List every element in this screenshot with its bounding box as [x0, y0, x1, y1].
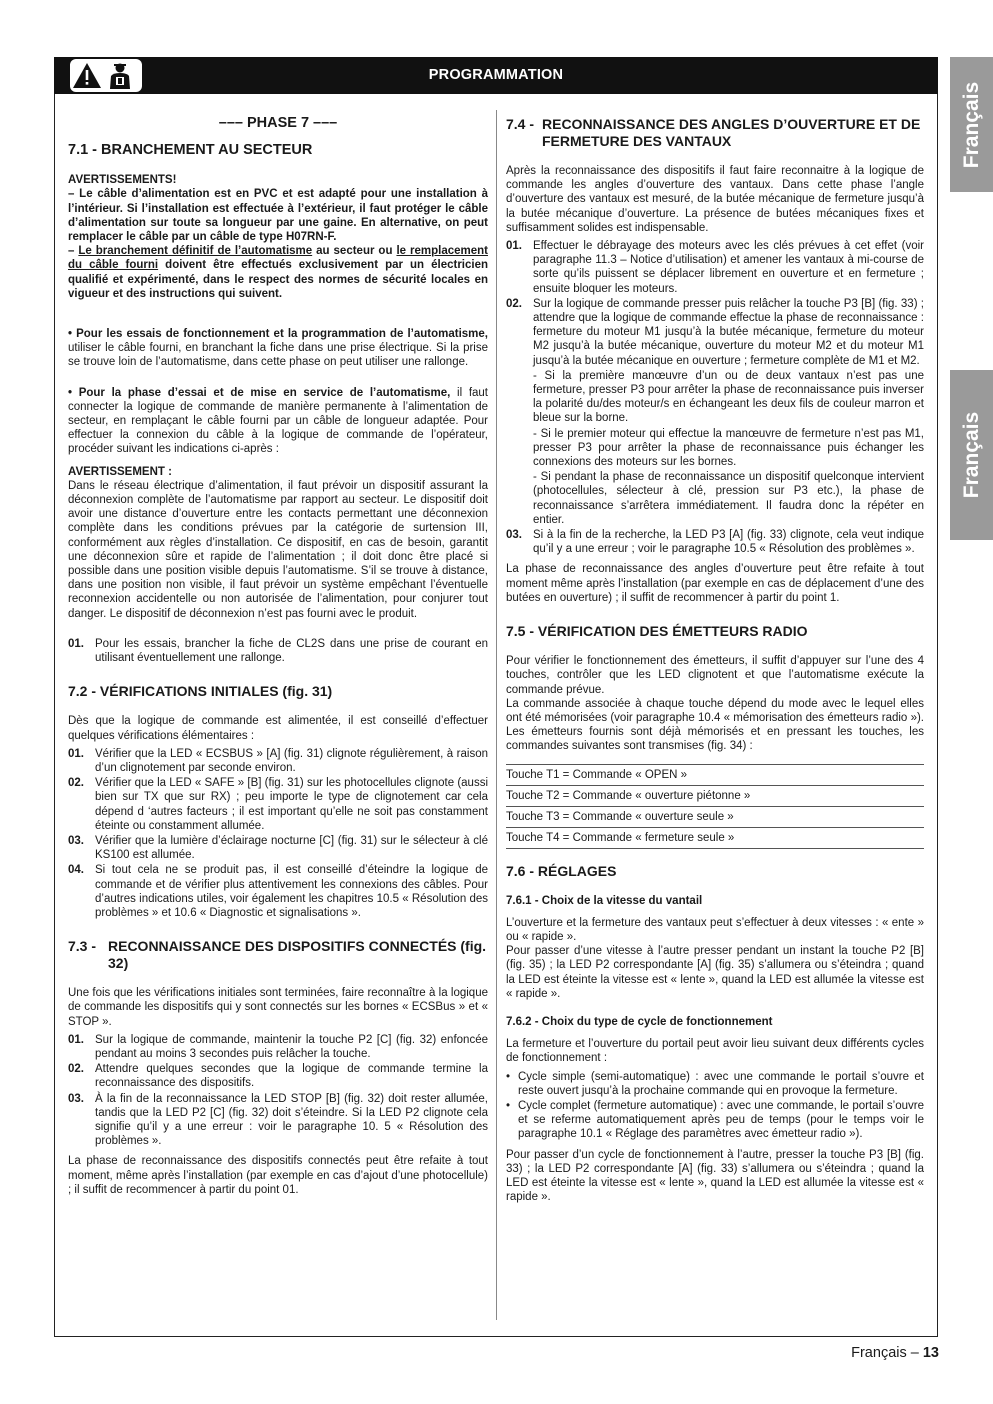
page-title: PROGRAMMATION: [428, 67, 564, 83]
table-row: Touche T1 = Commande « OPEN »: [506, 765, 924, 786]
section-7-3-heading: 7.3 - RECONNAISSANCE DES DISPOSITIFS CONNECTÉS (fig. 32): [68, 938, 487, 972]
step-7-1-01: 01. Pour les essais, brancher la fiche de CL2S dans une prise de courant en utilisant éventuellement une rallonge.: [68, 637, 488, 665]
step-7-3-01: 01. Sur la logique de commande, maintenir la touche P2 [C] (fig. 32) enfoncée pendant au moins 3 secondes puis relâcher la touche.: [68, 1033, 488, 1060]
warnings-title: AVERTISSEMENTS!: [68, 174, 177, 187]
header-bar: [54, 57, 938, 94]
left-column: [68, 112, 488, 1204]
step-7-4-03: 03. Si à la fin de la recherche, la LED P3 [A] (fig. 33) clignote, cela veut indique qu’il y a une erreur ; voir le paragraphe 10.5 « Résolution des problèmes ».: [506, 529, 924, 556]
section-7-6-1-intro: L’ouverture et la fermeture des vantaux peut s’effectuer à deux vitesses : « ente » ou « rapide ».: [506, 916, 924, 943]
step-7-4-01: 01. Effectuer le débrayage des moteurs avec les clés prévues à cet effet (voir paragraphe 11.3 – Notice d’utilisation) et amener les vantaux à mi-course de sorte qu’ils puissent se déplacer librement en ouverture et en fermeture ; ensuite bloquer les moteurs.: [506, 240, 924, 295]
step-7-2-03: 03. Vérifier que la lumière d’éclairage nocturne [C] (fig. 31) sur le sélecteur à clé KS100 est allumée.: [68, 834, 488, 862]
section-7-1-heading: 7.1 - BRANCHEMENT AU SECTEUR: [68, 142, 313, 159]
section-7-5-intro: Pour vérifier le fonctionnement des émetteurs, il suffit d’appuyer sur l’une des 4 touches, contrôler que les LED clignotent et que l’automatisme exécute la commande prévue.: [506, 655, 924, 696]
section-7-2-heading: 7.2 - VÉRIFICATIONS INITIALES (fig. 31): [68, 683, 333, 700]
language-tab-active: [950, 370, 993, 540]
phase-heading: ––– PHASE 7 –––: [218, 115, 338, 131]
page-footer: Français – 13: [851, 1345, 939, 1361]
step-7-4-02-note-1: - Si la première manœuvre d’un ou de deux vantaux n’est pas une fermeture, presser P3 pour arrêter la phase de reconnaissance puis inverser la polarité du/des moteur/s en échangeant les deux fils de couleur marron et bleue sur la borne.: [533, 369, 924, 425]
table-row: Touche T4 = Commande « fermeture seule »: [506, 828, 924, 849]
step-7-4-02-note-2: - Si le premier moteur qui effectue la manœuvre de fermeture n’est pas M1, presser P3 pour arrêter la phase de reconnaissance puis échanger les connexions des moteurs sur les bornes.: [533, 427, 924, 469]
step-7-2-02: 02. Vérifier que la LED « SAFE » [B] (fig. 31) sur les photocellules clignote (aussi bien sur TX que sur RX) ; peu importe le type de clignotement car cela dépend d ‘autres facteurs ; il est important qu’elle ne soit pas constamment éteinte ou constamment allumée.: [68, 777, 488, 832]
section-7-4-heading: 7.4 - RECONNAISSANCE DES ANGLES D’OUVERTURE ET DE FERMETURE DES VANTAUX: [506, 116, 921, 149]
table-row: Touche T3 = Commande « ouverture seule »: [506, 807, 924, 828]
warning2-title: AVERTISSEMENT :: [68, 465, 172, 478]
section-7-6-2-heading: 7.6.2 - Choix du type de cycle de fonctionnement: [506, 1015, 773, 1028]
warnings-connection: – Le branchement définitif de l’automatisme au secteur ou le remplacement du câble fourni doivent être effectués exclusivement par un électricien qualifié et expérimenté, dans le respect des normes de sécurité locales en vigueur et des instructions qui suivent.: [68, 245, 489, 300]
table-row: Touche T2 = Commande « ouverture piétonne »: [506, 786, 924, 807]
list-item: • Cycle simple (semi-automatique) : avec une commande le portail s’ouvre et reste ouvert jusqu’à la prochaine commande qui en provoque la fermeture.: [506, 1070, 924, 1097]
essais-paragraph: • Pour les essais de fonctionnement et la programmation de l’automatisme, utiliser le câble fourni, en branchant la fiche dans une prise électrique. Si la prise se trouve loin de l’automatisme, dans cette phase on peut utiliser une rallonge.: [68, 328, 488, 369]
section-7-5-heading: 7.5 - VÉRIFICATION DES ÉMETTEURS RADIO: [506, 623, 808, 640]
step-7-3-02: 02. Attendre quelques secondes que la logique de commande termine la reconnaissance des dispositifs.: [68, 1063, 488, 1090]
section-7-5-commands: La commande associée à chaque touche dépend du mode avec le lequel elles ont été mémorisées (voir paragraphe 10.4 « mémorisation des émetteurs radio »). Les émetteurs fournis sont déjà mémorisés et en pressant les touches, les commandes suivantes sont transmises (fig. 34) :: [506, 697, 924, 753]
step-7-4-02: 02. Sur la logique de commande presser puis relâcher la touche P3 [B] (fig. 33) ; attendre que la logique de commande effectue la phase de reconnaissance : fermeture du moteur M1 jusqu’à la butée mécanique, fermeture du moteur M2 jusqu’à la butée mécanique, ouverture du moteur M2 et du moteur M1 jusqu’à la butée mécanique en ouverture ; fermeture complète de M1 et M2.: [506, 297, 924, 367]
section-7-6-1-text: Pour passer d’une vitesse à l’autre presser pendant un instant la touche P2 [B] (fig. 35) ; la LED P2 correspondante [A] (fig. 35) s’allumera ou s’éteindra ; quand la LED est éteinte la vitesse est « lente », quand la LED est allumée la vitesse est « rapide ».: [506, 945, 924, 1000]
transmitter-commands-table: [506, 764, 924, 849]
list-item: • Cycle complet (fermeture automatique) : avec une commande, le portail s’ouvre et se referme automatiquement après peu de temps (pour le temps voir le paragraphe 10.1 « Réglage des paramètres avec émetteur radio »).: [506, 1099, 924, 1141]
language-tab-label: Français: [959, 81, 983, 168]
section-7-3-intro: Une fois que les vérifications initiales sont terminées, faire reconnaître à la logique de commande les dispositifs qui y sont connectés sur les bornes « ECSBus » et « STOP ».: [68, 987, 488, 1028]
section-7-4-note: La phase de reconnaissance des angles d’ouverture peut être refaite à tout moment même après l’installation (par exemple en cas de déplacement d’une des butées en ouverture) ; il suffit de recommencer à partir du point 1.: [506, 563, 924, 604]
step-7-4-02-note-3: - Si pendant la phase de reconnaissance un dispositif quelconque intervient (photocellules, sélecteur à clé, pression sur P3 etc.), la phase de reconnaissance s’arrêtera immédiatement. Il faudra donc la répéter en entier.: [533, 471, 924, 526]
right-column: [506, 112, 924, 1211]
column-divider: [496, 110, 497, 1320]
language-tab: [950, 57, 993, 192]
section-7-6-1-heading: 7.6.1 - Choix de la vitesse du vantail: [506, 894, 703, 907]
section-7-3-note: La phase de reconnaissance des dispositifs connectés peut être refaite à tout moment, même après l’installation (par exemple en cas d’ajout d’une photocellule) ; il suffit de recommencer à partir du point 01.: [68, 1155, 488, 1196]
step-7-2-04: 04. Si tout cela ne se produit pas, il est conseillé d’éteindre la logique de commande et de vérifier plus attentivement les connexions des câbles. Pour d’autres indications utiles, voir également les chapitres 10.5 « Résolution des problèmes » et 10.6 « Diagnostic et signalisations ».: [68, 864, 488, 919]
section-7-2-intro: Dès que la logique de commande est alimentée, il est conseillé d’effectuer quelques vérifications élémentaires :: [68, 715, 488, 742]
warnings-cable: – Le câble d’alimentation est en PVC et est adapté pour une installation à l’intérieur. Si l’installation est effectuée à l’extérieur, il faut protéger le câble d’alimentation sur toute sa longueur par une gaine. En alternative, on peut remplacer le câble par un câble de type H07RN-F.: [68, 188, 488, 244]
warning2-text: Dans le réseau électrique d’alimentation, il faut prévoir un dispositif assurant la déconnexion complète de l’automatisme par rapport au secteur. Le dispositif doit avoir une distance d’ouverture entre les contacts permettant une déconnexion complète dans les conditions prévues par la catégorie de surtension III, conformément aux règles d’installation. Ce dispositif, en cas de besoin, garantit une déconnexion sûre et rapide de l’alimentation ; il doit donc être placé si possible dans une position visible depuis l’automatisme. S’il se trouve à distance, dans une position non visible, il faut prévoir un système empêchant l’éventuelle reconnexion accidentelle ou non autorisée de l’alimentation, pour conjurer tout danger. Le dispositif de déconnexion n’est pas fourni avec le produit.: [68, 479, 488, 620]
mise-en-service-paragraph: • Pour la phase d’essai et de mise en service de l’automatisme, il faut connecter la logique de commande de manière permanente à l’alimentation de secteur, en remplaçant le câble fourni par un câble de longueur adaptée. Pour effectuer la connexion du câble à la logique de commande de l’opérateur, procéder suivant les indications ci-après :: [68, 386, 489, 456]
language-tab-label: Français: [959, 411, 983, 499]
step-7-2-01: 01. Vérifier que la LED « ECSBUS » [A] (fig. 31) clignote régulièrement, à raison d’un clignotement par seconde environ.: [68, 747, 488, 774]
section-7-6-heading: 7.6 - RÉGLAGES: [506, 862, 617, 879]
section-7-6-2-intro: La fermeture et l’ouverture du portail peut avoir lieu suivant deux différents cycles de fonctionnement :: [506, 1038, 924, 1065]
page-number: 13: [922, 1345, 939, 1361]
section-7-6-2-text: Pour passer d’un cycle de fonctionnement à l’autre, presser la touche P3 [B] (fig. 33) ; la LED P2 correspondante [A] (fig. 33) s’allumera ou s’éteindra ; quand la LED est éteinte la vitesse est « lente », quand la LED est allumée la vitesse est « rapide ».: [506, 1148, 924, 1204]
section-7-4-intro: Après la reconnaissance des dispositifs il faut faire reconnaitre à la logique de commande les angles d’ouverture des vantaux. Dans cette phase l’angle d’ouverture des vantaux est mesuré, de la butée mécanique de fermeture jusqu’à la butée mécanique d’ouverture. La présence de butées mécaniques fixes et suffisamment solides est indispensable.: [506, 165, 924, 234]
step-7-3-03: 03. À la fin de la reconnaissance la LED STOP [B] (fig. 32) doit rester allumée, tandis que la LED P2 [C] (fig. 32) doit s’éteindre. Si la LED P2 clignote cela signifie qu’il y a une erreur : voir le paragraphe 10. 5 « Résolution des problèmes ».: [68, 1092, 488, 1148]
